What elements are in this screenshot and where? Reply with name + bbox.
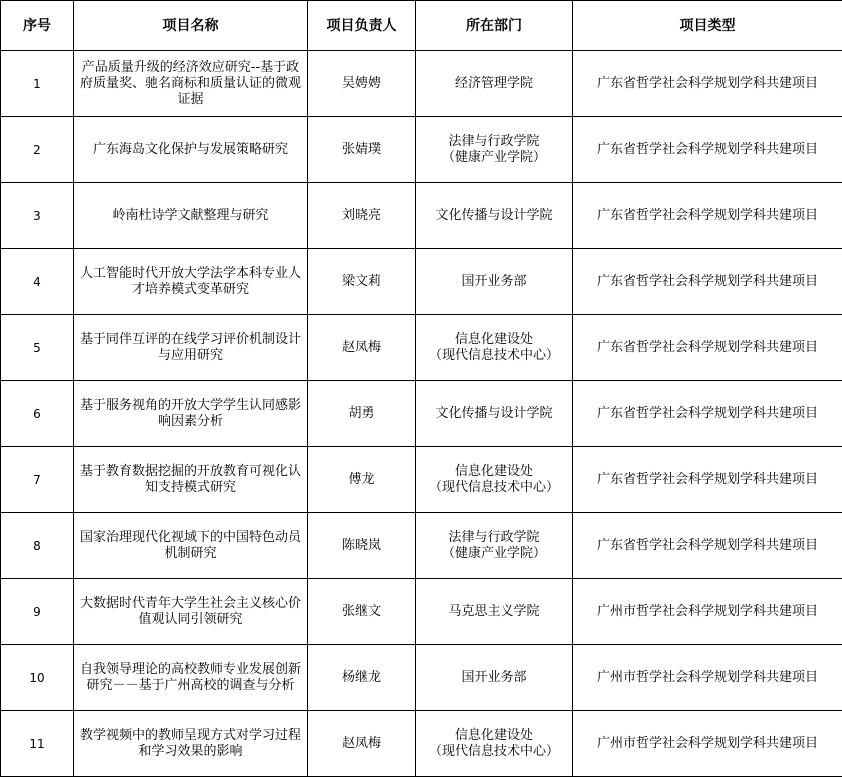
table-row (1, 579, 842, 645)
cell-project-type: 广东省哲学社会科学规划学科共建项目 (573, 447, 842, 513)
department-name: 文化传播与设计学院 (435, 207, 553, 223)
cell-index: 6 (1, 381, 74, 447)
department-subname: （健康产业学院） (441, 149, 546, 165)
table-row (1, 447, 842, 513)
department-name: 文化传播与设计学院 (435, 405, 553, 421)
cell-leader: 张婧璞 (308, 117, 416, 183)
cell-leader: 赵凤梅 (308, 711, 416, 777)
cell-department (416, 579, 573, 645)
cell-index: 5 (1, 315, 74, 381)
cell-leader: 吴娉娉 (308, 51, 416, 117)
department-name: 信息化建设处 (454, 727, 533, 743)
cell-leader: 杨继龙 (308, 645, 416, 711)
header-name: 项目名称 (74, 1, 308, 51)
table-row (1, 645, 842, 711)
table-header (1, 1, 842, 51)
table-row (1, 117, 842, 183)
cell-leader: 张继文 (308, 579, 416, 645)
cell-index: 1 (1, 51, 74, 117)
cell-project-type: 广州市哲学社会科学规划学科共建项目 (573, 711, 842, 777)
cell-index: 8 (1, 513, 74, 579)
department-subname: （现代信息技术中心） (428, 743, 559, 759)
cell-project-name: 岭南杜诗学文献整理与研究 (74, 183, 308, 249)
department-name: 信息化建设处 (454, 331, 533, 347)
table-row (1, 249, 842, 315)
cell-leader: 傅龙 (308, 447, 416, 513)
cell-project-name: 基于服务视角的开放大学学生认同感影响因素分析 (74, 381, 308, 447)
cell-project-type: 广州市哲学社会科学规划学科共建项目 (573, 645, 842, 711)
cell-project-name: 基于同伴互评的在线学习评价机制设计与应用研究 (74, 315, 308, 381)
cell-index: 3 (1, 183, 74, 249)
table-row (1, 315, 842, 381)
department-subname: （现代信息技术中心） (428, 347, 559, 363)
cell-project-type: 广东省哲学社会科学规划学科共建项目 (573, 117, 842, 183)
cell-department (416, 645, 573, 711)
cell-leader: 陈晓岚 (308, 513, 416, 579)
cell-project-type: 广东省哲学社会科学规划学科共建项目 (573, 513, 842, 579)
cell-department (416, 51, 573, 117)
table-row (1, 711, 842, 777)
cell-project-name: 产品质量升级的经济效应研究--基于政府质量奖、驰名商标和质量认证的微观证据 (74, 51, 308, 117)
department-name: 国开业务部 (461, 273, 527, 289)
cell-index: 9 (1, 579, 74, 645)
cell-project-name: 基于教育数据挖掘的开放教育可视化认知支持模式研究 (74, 447, 308, 513)
department-name: 法律与行政学院 (448, 529, 540, 545)
department-name: 马克思主义学院 (448, 603, 540, 619)
cell-project-name: 广东海岛文化保护与发展策略研究 (74, 117, 308, 183)
cell-project-type: 广东省哲学社会科学规划学科共建项目 (573, 249, 842, 315)
table-row (1, 183, 842, 249)
cell-index: 10 (1, 645, 74, 711)
department-subname: （现代信息技术中心） (428, 479, 559, 495)
cell-project-name: 自我领导理论的高校教师专业发展创新研究－－基于广州高校的调查与分析 (74, 645, 308, 711)
cell-department (416, 513, 573, 579)
cell-department (416, 315, 573, 381)
department-name: 经济管理学院 (454, 75, 533, 91)
cell-leader: 胡勇 (308, 381, 416, 447)
cell-leader: 梁文莉 (308, 249, 416, 315)
table-row (1, 381, 842, 447)
cell-index: 4 (1, 249, 74, 315)
department-name: 信息化建设处 (454, 463, 533, 479)
cell-index: 2 (1, 117, 74, 183)
cell-project-name: 人工智能时代开放大学法学本科专业人才培养模式变革研究 (74, 249, 308, 315)
table-row (1, 51, 842, 117)
cell-project-type: 广东省哲学社会科学规划学科共建项目 (573, 51, 842, 117)
cell-project-name: 国家治理现代化视域下的中国特色动员机制研究 (74, 513, 308, 579)
department-name: 法律与行政学院 (448, 133, 540, 149)
cell-project-name: 教学视频中的教师呈现方式对学习过程和学习效果的影响 (74, 711, 308, 777)
cell-department (416, 117, 573, 183)
header-index: 序号 (1, 1, 74, 51)
table-row (1, 513, 842, 579)
cell-project-type: 广东省哲学社会科学规划学科共建项目 (573, 381, 842, 447)
department-name: 国开业务部 (461, 669, 527, 685)
header-department: 所在部门 (416, 1, 573, 51)
cell-department (416, 447, 573, 513)
cell-index: 11 (1, 711, 74, 777)
cell-project-type: 广东省哲学社会科学规划学科共建项目 (573, 315, 842, 381)
header-leader: 项目负责人 (308, 1, 416, 51)
table-body (1, 51, 842, 777)
cell-project-type: 广州市哲学社会科学规划学科共建项目 (573, 579, 842, 645)
cell-project-type: 广东省哲学社会科学规划学科共建项目 (573, 183, 842, 249)
cell-department (416, 711, 573, 777)
cell-department (416, 249, 573, 315)
cell-index: 7 (1, 447, 74, 513)
header-row (1, 1, 842, 51)
cell-leader: 赵凤梅 (308, 315, 416, 381)
cell-department (416, 381, 573, 447)
department-subname: （健康产业学院） (441, 545, 546, 561)
cell-project-name: 大数据时代青年大学生社会主义核心价值观认同引领研究 (74, 579, 308, 645)
cell-leader: 刘晓亮 (308, 183, 416, 249)
header-type: 项目类型 (573, 1, 842, 51)
cell-department (416, 183, 573, 249)
